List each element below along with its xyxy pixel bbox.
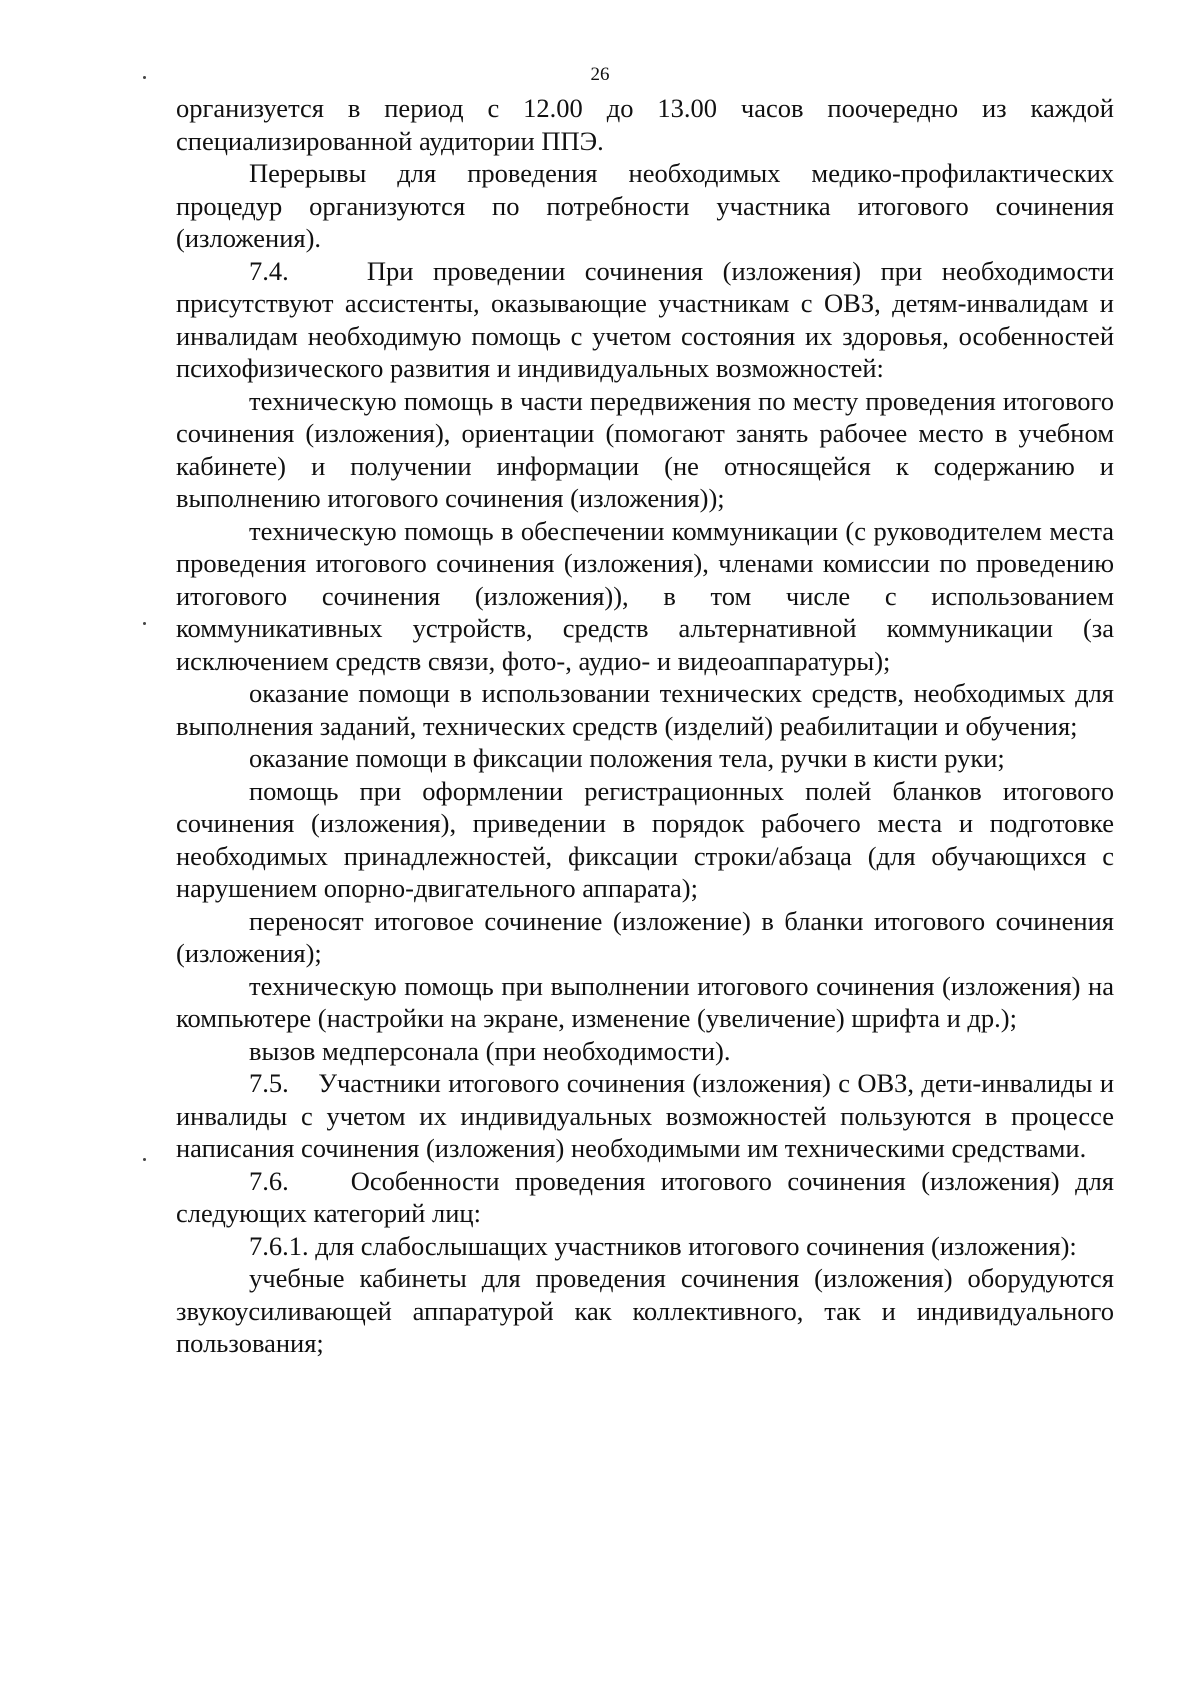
- paragraph-7-6-1: 7.6.1. для слабослышащих участников итогового сочинения (изложения):: [249, 1230, 1077, 1261]
- paragraph-7-6: 7.6. Особенности проведения итогового сочинения (изложения) для следующих категорий лиц:: [176, 1165, 1121, 1228]
- list-item: переносят итоговое сочинение (изложение) в бланки итогового сочинения (изложения);: [176, 905, 1114, 968]
- page-number: 26: [590, 64, 610, 85]
- list-item: оказание помощи в использовании технических средств, необходимых для выполнения заданий, технических средств (изделий) реабилитации и обучения;: [176, 678, 1114, 741]
- paragraph-continuation: организуется в период с 12.00 до 13.00 часов поочередно из каждой специализированной аудитории ППЭ.: [176, 93, 1114, 156]
- list-item: техническую помощь при выполнении итогового сочинения (изложения) на компьютере (настройки на экране, изменение (увеличение) шрифта и др.);: [176, 970, 1114, 1033]
- paragraph-7-4: 7.4. При проведении сочинения (изложения) при необходимости присутствуют ассистенты, оказывающие участникам с ОВЗ, детям-инвалидам и инвалидам необходимую помощь с учетом состояния их здоровья, особенностей психофизического развития и индивидуальных возможностей:: [176, 255, 1121, 383]
- list-item: вызов медперсонала (при необходимости).: [249, 1035, 731, 1066]
- scan-speck: [143, 1158, 146, 1161]
- list-item: учебные кабинеты для проведения сочинения (изложения) оборудуются звукоусиливающей аппаратурой как коллективного, так и индивидуального пользования;: [176, 1263, 1114, 1358]
- list-item: техническую помощь в части передвижения по месту проведения итогового сочинения (изложения), ориентации (помогают занять рабочее место в учебном кабинете) и получении информации (не относящейся к содержанию и выполнению итогового сочинения (изложения));: [176, 385, 1114, 513]
- list-item: техническую помощь в обеспечении коммуникации (с руководителем места проведения итогового сочинения (изложения), членами комиссии по проведению итогового сочинения (изложения)), в том числе с использованием коммуникативных устройств, средств альтернативной коммуникации (за исключением средств связи, фото-, аудио- и видеоаппаратуры);: [176, 515, 1114, 676]
- scan-speck: [143, 622, 146, 625]
- paragraph: Перерывы для проведения необходимых медико-профилактических процедур организуются по потребности участника итогового сочинения (изложения).: [176, 158, 1114, 253]
- list-item: оказание помощи в фиксации положения тела, ручки в кисти руки;: [249, 743, 1005, 773]
- list-item: помощь при оформлении регистрационных полей бланков итогового сочинения (изложения), приведении в порядок рабочего места и подготовке необходимых принадлежностей, фиксации строки/абзаца (для обучающихся с нарушением опорно-двигательного аппарата);: [176, 775, 1114, 903]
- document-body: [176, 92, 1121, 1360]
- paragraph-7-5: 7.5. Участники итогового сочинения (изложения) с ОВЗ, дети-инвалиды и инвалиды с учетом их индивидуальных возможностей пользуются в процессе написания сочинения (изложения) необходимыми им техническими средствами.: [176, 1068, 1121, 1163]
